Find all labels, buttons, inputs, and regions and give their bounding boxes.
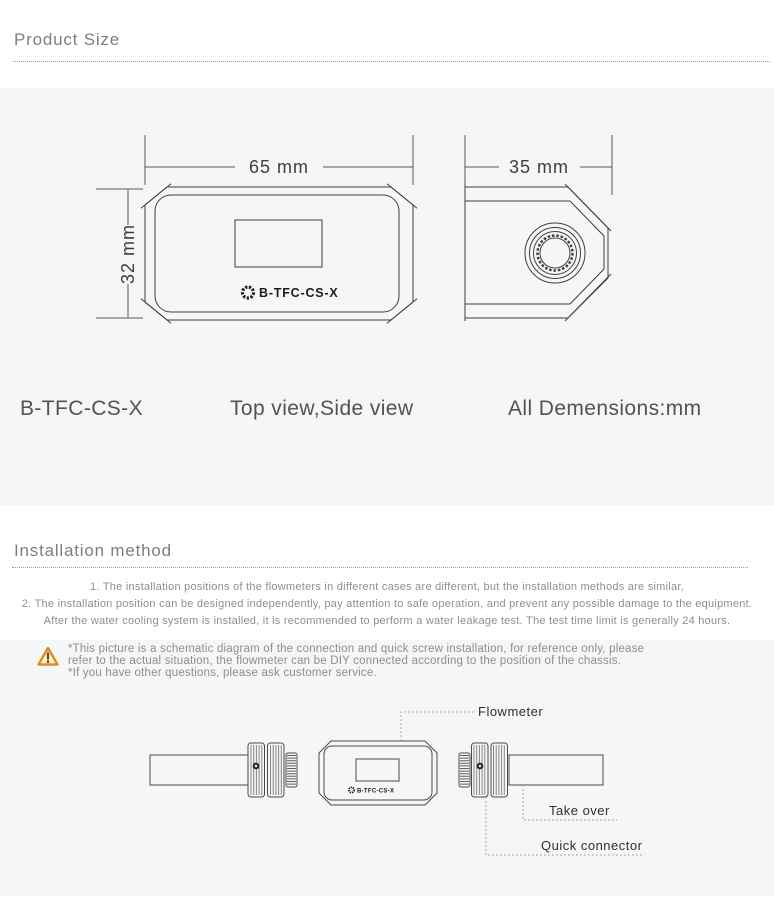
- display-screen: [235, 220, 322, 267]
- flowmeter-display: [356, 759, 399, 781]
- installation-section: [0, 640, 774, 896]
- gear-logo-icon: [349, 787, 354, 792]
- left-tube: [150, 755, 248, 785]
- page-bottom-margin: [0, 896, 774, 904]
- model-caption: B-TFC-CS-X: [20, 397, 143, 420]
- warning-triangle-icon: [37, 646, 59, 667]
- divider-dotted: [12, 567, 748, 568]
- dimension-drawing: [0, 88, 774, 388]
- side-view-width-label: 35 mm: [508, 157, 570, 177]
- height-dimension: [96, 189, 143, 318]
- right-tube: [509, 755, 603, 785]
- gear-logo-icon: [243, 287, 254, 298]
- warning-line: *If you have other questions, please ask customer service.: [68, 666, 377, 679]
- warning-line: *This picture is a schematic diagram of the connection and quick screw installation, for reference only, please: [68, 643, 645, 655]
- flowmeter-label: Flowmeter: [478, 704, 544, 719]
- flowmeter-logo-text: B-TFC-CS-X: [357, 788, 395, 795]
- flowmeter-leader-line: [401, 712, 474, 741]
- take-over-label: Take over: [549, 803, 610, 818]
- product-size-section: [0, 88, 774, 505]
- quick-connector-label: Quick connector: [541, 838, 643, 853]
- width-dimension: [145, 135, 413, 185]
- warning-text: [68, 644, 758, 679]
- installation-notes: [0, 579, 774, 630]
- views-caption: Top view,Side view: [230, 397, 414, 420]
- note-line: After the water cooling system is installed, it is recommended to perform a water leakage test. The test time limit is generally 24 hours.: [43, 615, 731, 627]
- top-view-width-label: 65 mm: [248, 157, 310, 177]
- threaded-port: [525, 223, 585, 283]
- side-width-dimension: [465, 135, 612, 195]
- top-view-height-label: 32 mm: [118, 223, 138, 285]
- installation-title: Installation method: [14, 541, 172, 560]
- side-view-drawing: [465, 135, 612, 321]
- dimensions-caption: All Demensions:mm: [508, 397, 702, 420]
- divider-dotted: [13, 61, 770, 62]
- top-view-drawing: [96, 135, 417, 323]
- product-size-title: Product Size: [14, 30, 120, 49]
- note-line: 1. The installation positions of the flowmeters in different cases are different, but the installation methods are similar,: [90, 581, 684, 593]
- installation-header: [0, 505, 774, 640]
- product-size-header: [0, 0, 774, 88]
- flowmeter-device: [319, 741, 437, 805]
- right-quick-connector: [459, 743, 508, 797]
- left-quick-connector: [248, 743, 297, 797]
- note-line: 2. The installation position can be designed independently, pay attention to safe operation, and prevent any possible damage to the equipment.: [21, 598, 753, 610]
- warning-line: refer to the actual situation, the flowmeter can be DIY connected according to the position of the chassis.: [68, 654, 622, 667]
- installation-diagram: [0, 695, 774, 865]
- device-logo-text: B-TFC-CS-X: [259, 286, 339, 300]
